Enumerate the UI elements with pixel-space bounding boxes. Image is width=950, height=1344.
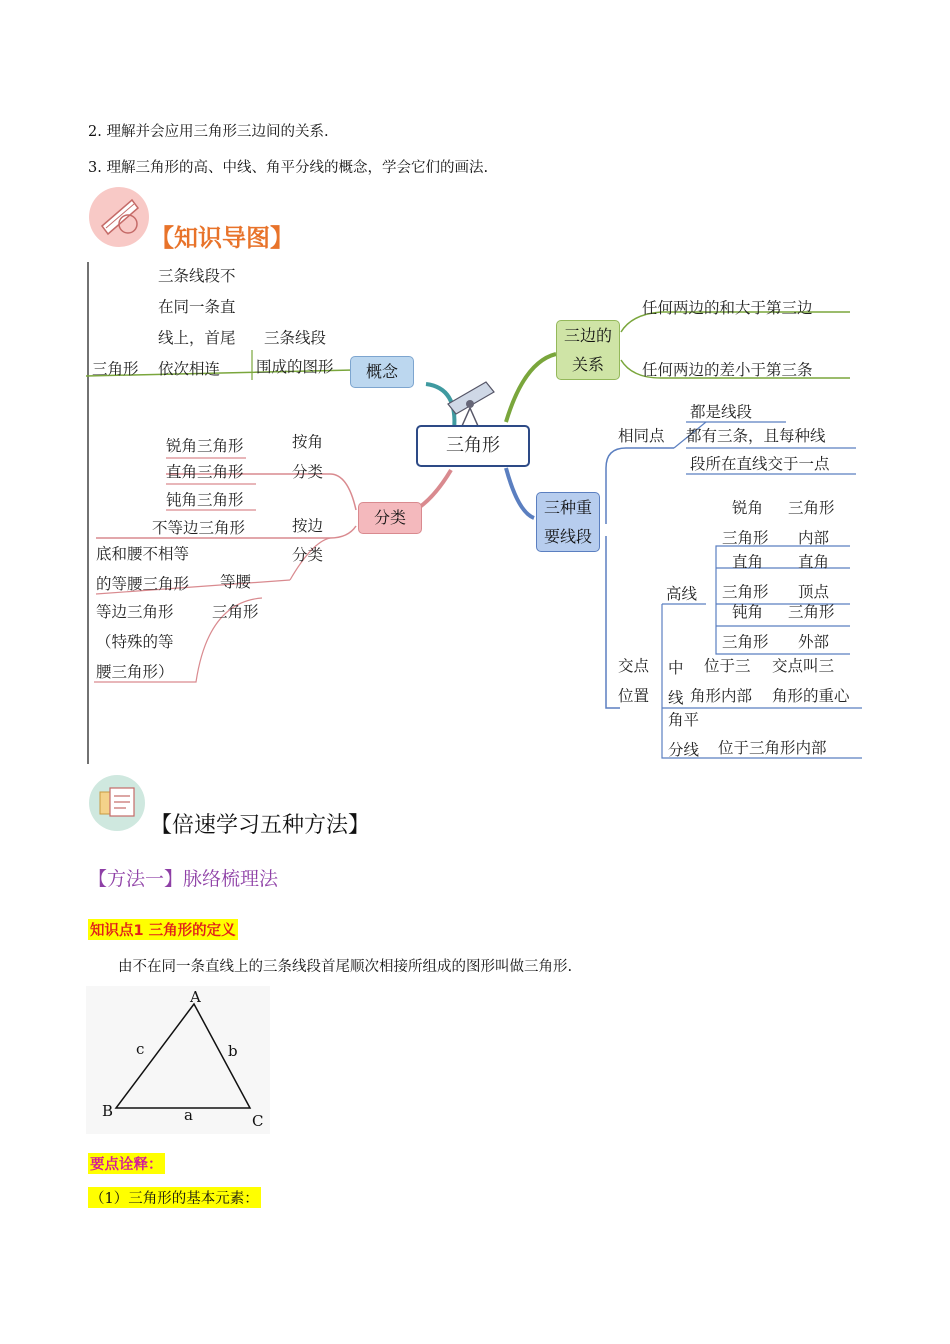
objective-3: 3. 理解三角形的高、中线、角平分线的概念，学会它们的画法. <box>88 160 489 176</box>
triangle-shape <box>86 986 270 1134</box>
equilateral-1: 等边三角形 <box>96 603 174 621</box>
protractor-icon <box>88 186 150 248</box>
bisector-1: 角平 <box>668 711 700 729</box>
definition-text: 由不在同一条直线上的三条线段首尾顺次相接所组成的图形叫做三角形. <box>118 959 573 975</box>
alt-right-a: 直角 <box>732 553 764 571</box>
alt-inside-b: 内部 <box>798 529 830 547</box>
isosceles-1: 等腰 <box>220 573 252 591</box>
segments-label-1: 三种重 <box>543 498 592 517</box>
bisector-2: 分线 <box>668 741 700 759</box>
vertex-B: B <box>102 1102 114 1120</box>
concept-desc-3: 线上，首尾 <box>158 329 236 347</box>
common-item-3: 段所在直线交于一点 <box>690 455 830 473</box>
section-title-mindmap: 【知识导图】 <box>150 224 294 252</box>
knowledge-point-1: 知识点1 三角形的定义 <box>88 919 238 940</box>
concept-node: 概念 <box>350 356 414 388</box>
by-side-1: 按边 <box>292 517 324 535</box>
relation-node <box>556 320 620 380</box>
common-item-1: 都是线段 <box>690 403 753 421</box>
section-title-methods: 【倍速学习五种方法】 <box>150 813 371 838</box>
by-angle-2: 分类 <box>292 463 324 481</box>
by-angle-1: 按角 <box>292 433 324 451</box>
center-node: 三角形 <box>416 425 530 467</box>
angle-item-obtuse: 钝角三角形 <box>166 491 244 509</box>
classify-node: 分类 <box>358 502 422 534</box>
alt-acute-a: 锐角 <box>732 499 764 517</box>
vertex-A: A <box>190 988 201 1006</box>
equilateral-2: （特殊的等 <box>96 633 174 651</box>
alt-vertex-b: 顶点 <box>798 583 830 601</box>
objective-2: 2. 理解并会应用三角形三边间的关系. <box>88 124 329 140</box>
by-side-2: 分类 <box>292 546 324 564</box>
relation-label-2: 关系 <box>571 355 604 374</box>
median-item-4: 角形的重心 <box>772 687 850 705</box>
alt-obtuse-b: 三角形 <box>788 603 835 621</box>
side-item-iso-2: 的等腰三角形 <box>96 575 190 593</box>
segments-label-2: 要线段 <box>543 527 592 546</box>
side-a: a <box>184 1106 193 1124</box>
side-item-iso-1: 底和腰不相等 <box>96 545 190 563</box>
triangle-figure <box>86 986 270 1134</box>
position-1: 交点 <box>618 657 650 675</box>
side-b: b <box>228 1042 238 1060</box>
concept-desc-right-2: 围成的图形 <box>256 358 334 376</box>
alt-vertex-a: 三角形 <box>722 583 769 601</box>
position-2: 位置 <box>618 687 650 705</box>
common-item-2: 都有三条，且每种线 <box>686 427 826 445</box>
median-item-3: 角形内部 <box>690 687 753 705</box>
alt-outside-b: 外部 <box>798 633 830 651</box>
notebook-icon <box>88 774 146 832</box>
angle-item-acute: 锐角三角形 <box>166 437 244 455</box>
relation-label-1: 三边的 <box>563 326 612 345</box>
relation-item-1: 任何两边的和大于第三边 <box>642 299 813 317</box>
alt-inside-a: 三角形 <box>722 529 769 547</box>
bisector-item: 位于三角形内部 <box>718 739 827 757</box>
side-item-scalene: 不等边三角形 <box>152 519 246 537</box>
alt-outside-a: 三角形 <box>722 633 769 651</box>
isosceles-2: 三角形 <box>212 603 259 621</box>
key-points-label: 要点诠释： <box>88 1153 165 1174</box>
concept-desc-right-1: 三条线段 <box>264 329 327 347</box>
alt-obtuse-a: 钝角 <box>732 603 764 621</box>
median-item-2: 交点叫三 <box>772 657 835 675</box>
concept-desc-4: 依次相连 <box>158 360 221 378</box>
vertex-C: C <box>252 1112 264 1130</box>
angle-item-right: 直角三角形 <box>166 463 244 481</box>
relation-item-2: 任何两边的差小于第三条 <box>642 361 813 379</box>
method1-title: 【方法一】脉络梳理法 <box>88 868 279 890</box>
mindmap <box>86 262 866 764</box>
concept-desc-2: 在同一条直 <box>158 298 236 316</box>
altitude-label: 高线 <box>666 585 698 603</box>
median-1: 中 <box>668 659 684 677</box>
alt-acute-b: 三角形 <box>788 499 835 517</box>
median-item-1: 位于三 <box>704 657 751 675</box>
segments-node <box>536 492 600 552</box>
side-c: c <box>136 1040 145 1058</box>
concept-term: 三角形 <box>92 360 139 378</box>
concept-desc-1: 三条线段不 <box>158 267 236 285</box>
median-2: 线 <box>668 689 684 707</box>
common-label: 相同点 <box>618 427 665 445</box>
equilateral-3: 腰三角形） <box>96 663 174 681</box>
alt-right-b: 直角 <box>798 553 830 571</box>
basic-elements-label: （1）三角形的基本元素： <box>88 1187 261 1208</box>
